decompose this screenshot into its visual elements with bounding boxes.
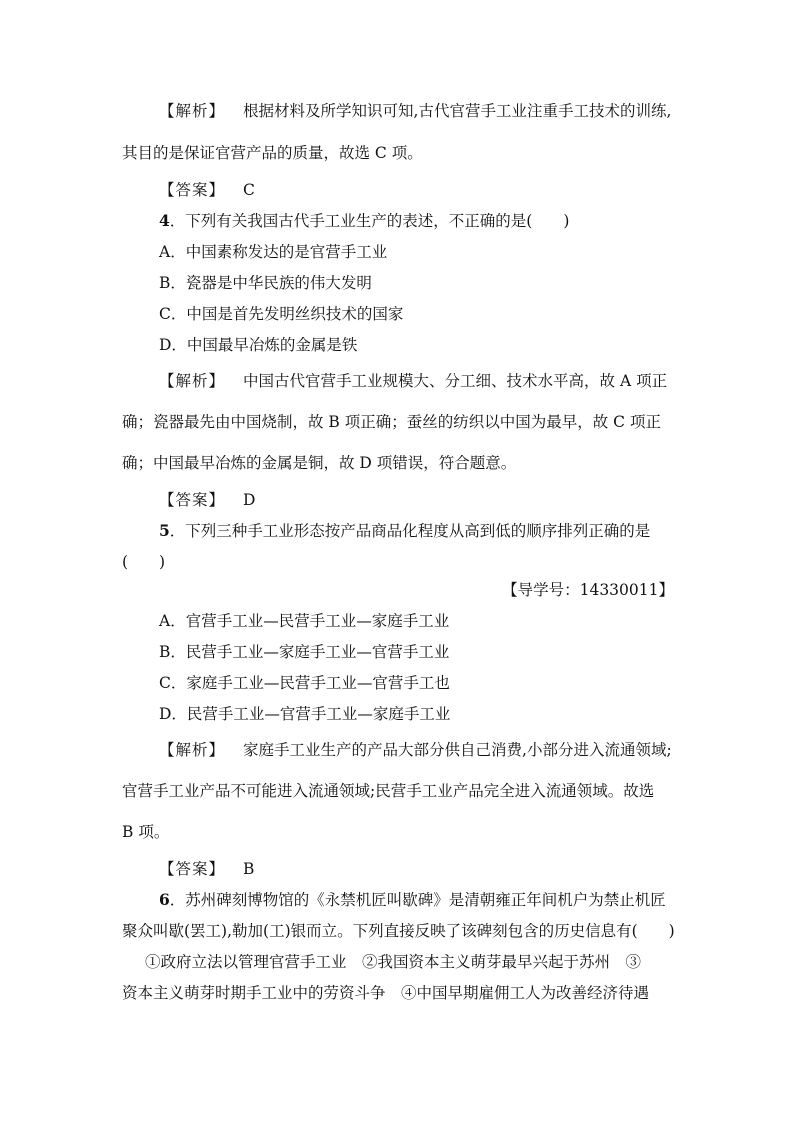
q5-option-d: D．民营手工业—官营手工业—家庭手工业 [159, 705, 451, 723]
q3-answer [159, 180, 255, 200]
analysis-label: 【解析】 [159, 372, 226, 390]
guide-number: 【导学号：14330011】 [502, 581, 674, 599]
analysis-text: 家庭手工业生产的产品大部分供自己消费,小部分进入流通领域; [243, 741, 672, 759]
question-stem: ．苏州碑刻博物馆的《永禁机匠叫歇碑》是清朝雍正年间机户为禁止机匠 [169, 891, 666, 909]
q4-option-b: B．瓷器是中华民族的伟大发明 [159, 274, 372, 292]
q4-option-d: D．中国最早冶炼的金属是铁 [159, 336, 358, 354]
q5-analysis-line-2: 官营手工业产品不可能进入流通领域;民营手工业产品完全进入流通领域。故选 [122, 782, 655, 800]
q5-option-a: A．官营手工业—民营手工业—家庭手工业 [159, 612, 450, 630]
q4-option-a: A．中国素称发达的是官营手工业 [159, 243, 388, 261]
answer-value: B [243, 860, 255, 878]
q4-analysis-line-2: 确；瓷器最先由中国烧制，故 B 项正确；蚕丝的纺织以中国为最早，故 C 项正 [122, 413, 661, 431]
q5-option-b: B．民营手工业—家庭手工业—官营手工业 [159, 643, 450, 661]
answer-label: 【答案】 [159, 181, 226, 199]
q6-statements-line-2: 资本主义萌芽时期手工业中的劳资斗争 ④中国早期雇佣工人为改善经济待遇 [122, 984, 650, 1002]
q5-answer [159, 859, 254, 879]
q6-stem-line-2: 聚众叫歇(罢工),勒加(工)银而立。下列直接反映了该碑刻包含的历史信息有( ) [122, 922, 675, 940]
q6-stem-line-1 [159, 890, 666, 910]
q4-answer [159, 490, 255, 510]
answer-label: 【答案】 [159, 491, 226, 509]
question-stem: ．下列三种手工业形态按产品商品化程度从高到低的顺序排列正确的是 [169, 522, 651, 540]
q4-option-c: C．中国是首先发明丝织技术的国家 [159, 305, 404, 323]
question-number: 5 [159, 521, 170, 540]
q4-stem [159, 211, 569, 231]
q5-option-c: C．家庭手工业—民营手工业—官营手工也 [159, 674, 450, 692]
q5-analysis-line-3: B 项。 [122, 823, 170, 841]
analysis-label: 【解析】 [159, 741, 226, 759]
answer-value: C [243, 181, 255, 199]
analysis-text: 中国古代官营手工业规模大、分工细、技术水平高，故 A 项正 [243, 372, 668, 390]
question-stem: ．下列有关我国古代手工业生产的表述，不正确的是( ) [169, 212, 570, 230]
q5-stem-line-1 [159, 521, 650, 541]
q5-analysis-line-1 [159, 740, 672, 760]
q3-analysis-line-2: 其目的是保证官营产品的质量，故选 C 项。 [122, 144, 423, 162]
analysis-text: 根据材料及所学知识可知,古代官营手工业注重手工技术的训练, [243, 102, 672, 120]
q3-analysis-line-1 [159, 101, 674, 121]
q5-stem-line-2: ( ) [122, 553, 166, 571]
answer-label: 【答案】 [159, 860, 226, 878]
q4-analysis-line-1 [159, 371, 667, 391]
answer-value: D [243, 491, 256, 509]
q6-statements-line-1: ①政府立法以管理官营手工业 ②我国资本主义萌芽最早兴起于苏州 ③ [145, 953, 642, 971]
question-number: 6 [159, 890, 170, 909]
analysis-label: 【解析】 [159, 102, 226, 120]
q4-analysis-line-3: 确；中国最早冶炼的金属是铜，故 D 项错误，符合题意。 [122, 454, 517, 472]
question-number: 4 [159, 211, 170, 230]
